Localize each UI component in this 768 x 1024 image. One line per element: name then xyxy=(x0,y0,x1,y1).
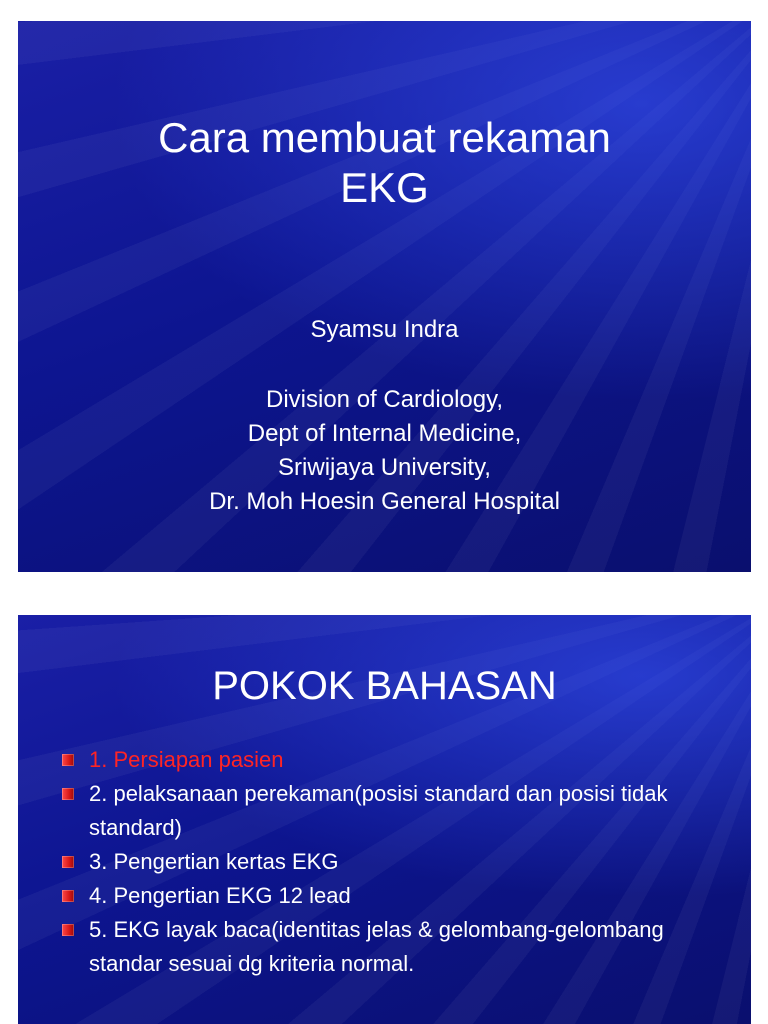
slide-topics xyxy=(18,615,751,1024)
slide-title-heading xyxy=(18,113,751,213)
topic-item-text: 2. pelaksanaan perekaman(posisi standard dan posisi tidak standard) xyxy=(89,781,668,840)
slide-topics-heading: POKOK BAHASAN xyxy=(212,664,557,708)
title-line-2: EKG xyxy=(340,164,429,211)
topic-item xyxy=(62,913,711,981)
topic-item-text: 1. Persiapan pasien xyxy=(89,747,284,772)
topic-item-text: 4. Pengertian EKG 12 lead xyxy=(89,883,351,908)
slide-title xyxy=(18,21,751,572)
topic-item-text: 3. Pengertian kertas EKG xyxy=(89,849,339,874)
red-square-bullet-icon xyxy=(62,754,74,766)
affiliation-line: Dept of Internal Medicine, xyxy=(247,420,522,447)
affiliation-block xyxy=(18,383,751,519)
red-square-bullet-icon xyxy=(62,924,74,936)
topic-item xyxy=(62,845,711,879)
affiliation-line: Dr. Moh Hoesin General Hospital xyxy=(209,488,560,515)
author-name: Syamsu Indra xyxy=(310,316,459,343)
topic-item-text: 5. EKG layak baca(identitas jelas & gelombang-gelombang standar sesuai dg kriteria normal. xyxy=(89,917,664,976)
topic-item xyxy=(62,879,711,913)
topic-list xyxy=(62,743,711,981)
red-square-bullet-icon xyxy=(62,856,74,868)
title-line-1: Cara membuat rekaman xyxy=(158,114,611,161)
topic-item xyxy=(62,743,711,777)
red-square-bullet-icon xyxy=(62,788,74,800)
topic-item xyxy=(62,777,711,845)
affiliation-line: Sriwijaya University, xyxy=(278,454,491,481)
affiliation-line: Division of Cardiology, xyxy=(266,386,503,413)
red-square-bullet-icon xyxy=(62,890,74,902)
